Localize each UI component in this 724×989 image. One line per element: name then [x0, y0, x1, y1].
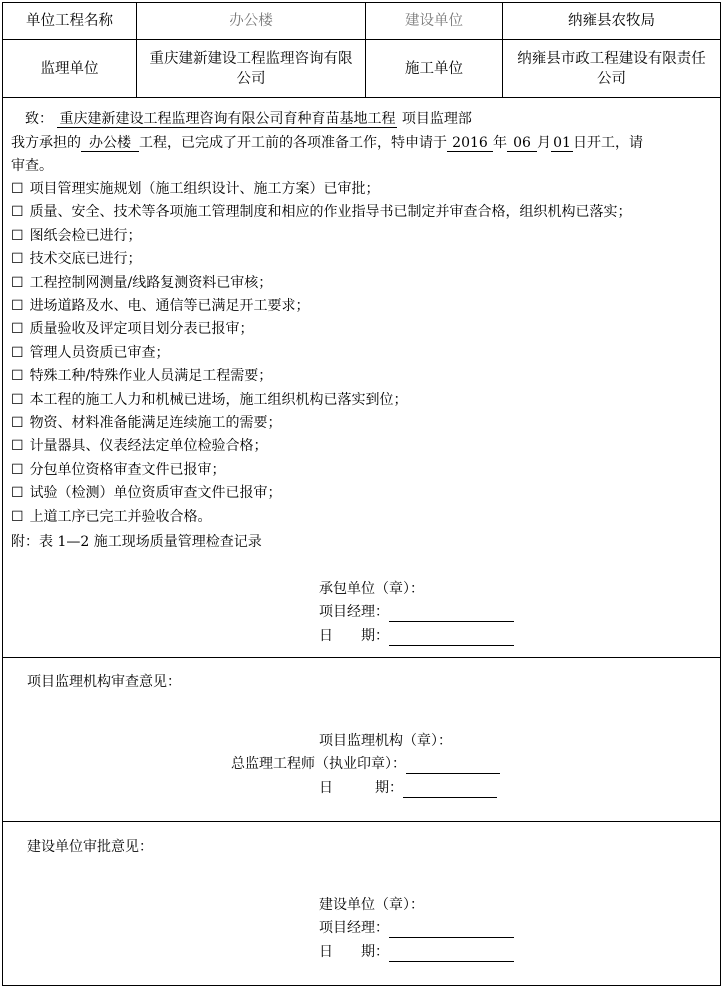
checkbox-icon[interactable]: ☐ [11, 181, 24, 197]
unit-project-label: 单位工程名称 [3, 3, 137, 40]
year-unit: 年 [493, 135, 507, 151]
chief-engineer-line [231, 754, 500, 774]
request-text-a: 我方承担的 [11, 135, 81, 151]
contractor-date-blank[interactable] [389, 630, 514, 646]
contractor-manager-line [319, 602, 514, 622]
checkbox-icon[interactable]: ☐ [11, 391, 24, 408]
checklist-item-label: 项目管理实施规划（施工组织设计、施工方案）已审批； [29, 181, 380, 197]
checkbox-icon[interactable]: ☐ [11, 298, 24, 314]
unit-project-value: 办公楼 [137, 3, 366, 40]
checklist-item-label: 上道工序已完工并验收合格。 [29, 508, 212, 525]
project-name: 办公楼 [81, 135, 139, 152]
contractor-manager-label: 项目经理： [319, 604, 389, 620]
checkbox-icon[interactable]: ☐ [11, 321, 24, 338]
start-day: 01 [551, 135, 573, 152]
checklist-item [11, 225, 142, 247]
checkbox-icon[interactable]: ☐ [11, 344, 24, 361]
contractor-date-line [319, 626, 514, 646]
chief-engineer-label: 总监理工程师（执业印章）： [231, 756, 406, 772]
addressee-org: 重庆建新建设工程监理咨询有限公司育种育苗基地工程 [59, 111, 396, 127]
checkbox-icon[interactable]: ☐ [11, 368, 24, 385]
owner-manager-label: 项目经理： [319, 920, 389, 936]
supervision-date-blank[interactable] [403, 782, 497, 798]
request-text-c: 日开工，请 [573, 135, 643, 151]
section-divider [3, 657, 720, 658]
checklist-item [11, 365, 272, 387]
request-line [11, 132, 643, 154]
checklist-item [11, 342, 170, 364]
supervision-unit-value: 重庆建新建设工程监理咨询有限公司 [137, 40, 366, 98]
checkbox-icon[interactable]: ☐ [11, 461, 24, 478]
start-year: 2016 [447, 135, 493, 152]
checklist-item [11, 201, 632, 223]
start-month: 06 [507, 135, 537, 152]
checklist-item [11, 248, 142, 270]
addressee-line [25, 108, 472, 130]
checklist-item-label: 管理人员资质已审查； [29, 344, 170, 361]
contractor-seal-label: 承包单位（章）： [319, 581, 424, 597]
checkbox-icon[interactable]: ☐ [11, 415, 24, 431]
application-form [2, 2, 721, 986]
checklist-item [11, 506, 212, 528]
checkbox-icon[interactable]: ☐ [11, 251, 24, 268]
checkbox-icon[interactable]: ☐ [11, 204, 24, 221]
addressee-suffix: 项目监理部 [401, 111, 472, 127]
checklist-item-label: 质量、安全、技术等各项施工管理制度和相应的作业指导书已制定并审查合格，组织机构已落实； [29, 204, 632, 221]
contractor-value: 纳雍县市政工程建设有限责任公司 [503, 40, 720, 98]
owner-manager-blank[interactable] [389, 922, 514, 938]
checklist-item [11, 435, 268, 457]
checkbox-icon[interactable]: ☐ [11, 227, 24, 244]
checklist-item [11, 318, 254, 340]
section-divider [3, 821, 720, 822]
checklist-item [11, 412, 282, 434]
construction-unit-value: 纳雍县农牧局 [503, 3, 720, 40]
contractor-label: 施工单位 [366, 40, 503, 98]
checklist-item-label: 本工程的施工人力和机械已进场，施工组织机构已落实到位； [29, 391, 408, 408]
request-text-b: 工程，已完成了开工前的各项准备工作，特申请于 [139, 135, 447, 151]
checkbox-icon[interactable]: ☐ [11, 508, 24, 525]
checklist-item-label: 质量验收及评定项目划分表已报审； [29, 321, 254, 338]
owner-date-label: 日 期： [319, 944, 389, 960]
checkbox-icon[interactable]: ☐ [11, 274, 24, 291]
addressee-prefix: 致： [25, 111, 53, 127]
supervision-review-title: 项目监理机构审查意见： [27, 674, 181, 690]
checklist-item-label: 计量器具、仪表经法定单位检验合格； [29, 438, 268, 455]
checklist-item-label: 技术交底已进行； [29, 251, 142, 268]
checklist-item [11, 295, 310, 317]
checklist-item-label: 分包单位资格审查文件已报审； [29, 461, 226, 478]
month-unit: 月 [537, 135, 551, 151]
checklist-item [11, 389, 408, 411]
checklist-item-label: 试验（检测）单位资质审查文件已报审； [29, 485, 282, 502]
checklist-item [11, 178, 380, 200]
checklist-item [11, 459, 226, 481]
request-text-d: 审查。 [11, 158, 53, 174]
contractor-manager-blank[interactable] [389, 606, 514, 622]
checklist-item-label: 特殊工种/特殊作业人员满足工程需要； [29, 368, 273, 385]
owner-seal-label: 建设单位（章）： [319, 897, 424, 913]
chief-engineer-blank[interactable] [406, 758, 500, 774]
checklist-item-label: 物资、材料准备能满足连续施工的需要； [29, 415, 282, 431]
supervision-unit-label: 监理单位 [3, 40, 137, 98]
checklist-item-label: 图纸会检已进行； [29, 227, 142, 244]
owner-approval-title: 建设单位审批意见： [27, 839, 153, 855]
checklist-item-label: 工程控制网测量/线路复测资料已审核； [29, 274, 273, 291]
checklist-item-label: 进场道路及水、电、通信等已满足开工要求； [29, 298, 310, 314]
checklist-item [11, 482, 282, 504]
owner-date-blank[interactable] [389, 946, 514, 962]
supervision-seal-label: 项目监理机构（章）： [319, 733, 452, 749]
owner-manager-line [319, 918, 514, 938]
supervision-date-label: 日 期： [319, 780, 403, 796]
contractor-date-label: 日 期： [319, 628, 389, 644]
attachment-note: 附：表 1—2 施工现场质量管理检查记录 [11, 534, 262, 550]
supervision-date-line [319, 778, 497, 798]
checklist-item [11, 272, 272, 294]
owner-date-line [319, 942, 514, 962]
checkbox-icon[interactable]: ☐ [11, 485, 24, 502]
checkbox-icon[interactable]: ☐ [11, 438, 24, 455]
construction-unit-label: 建设单位 [366, 3, 503, 40]
